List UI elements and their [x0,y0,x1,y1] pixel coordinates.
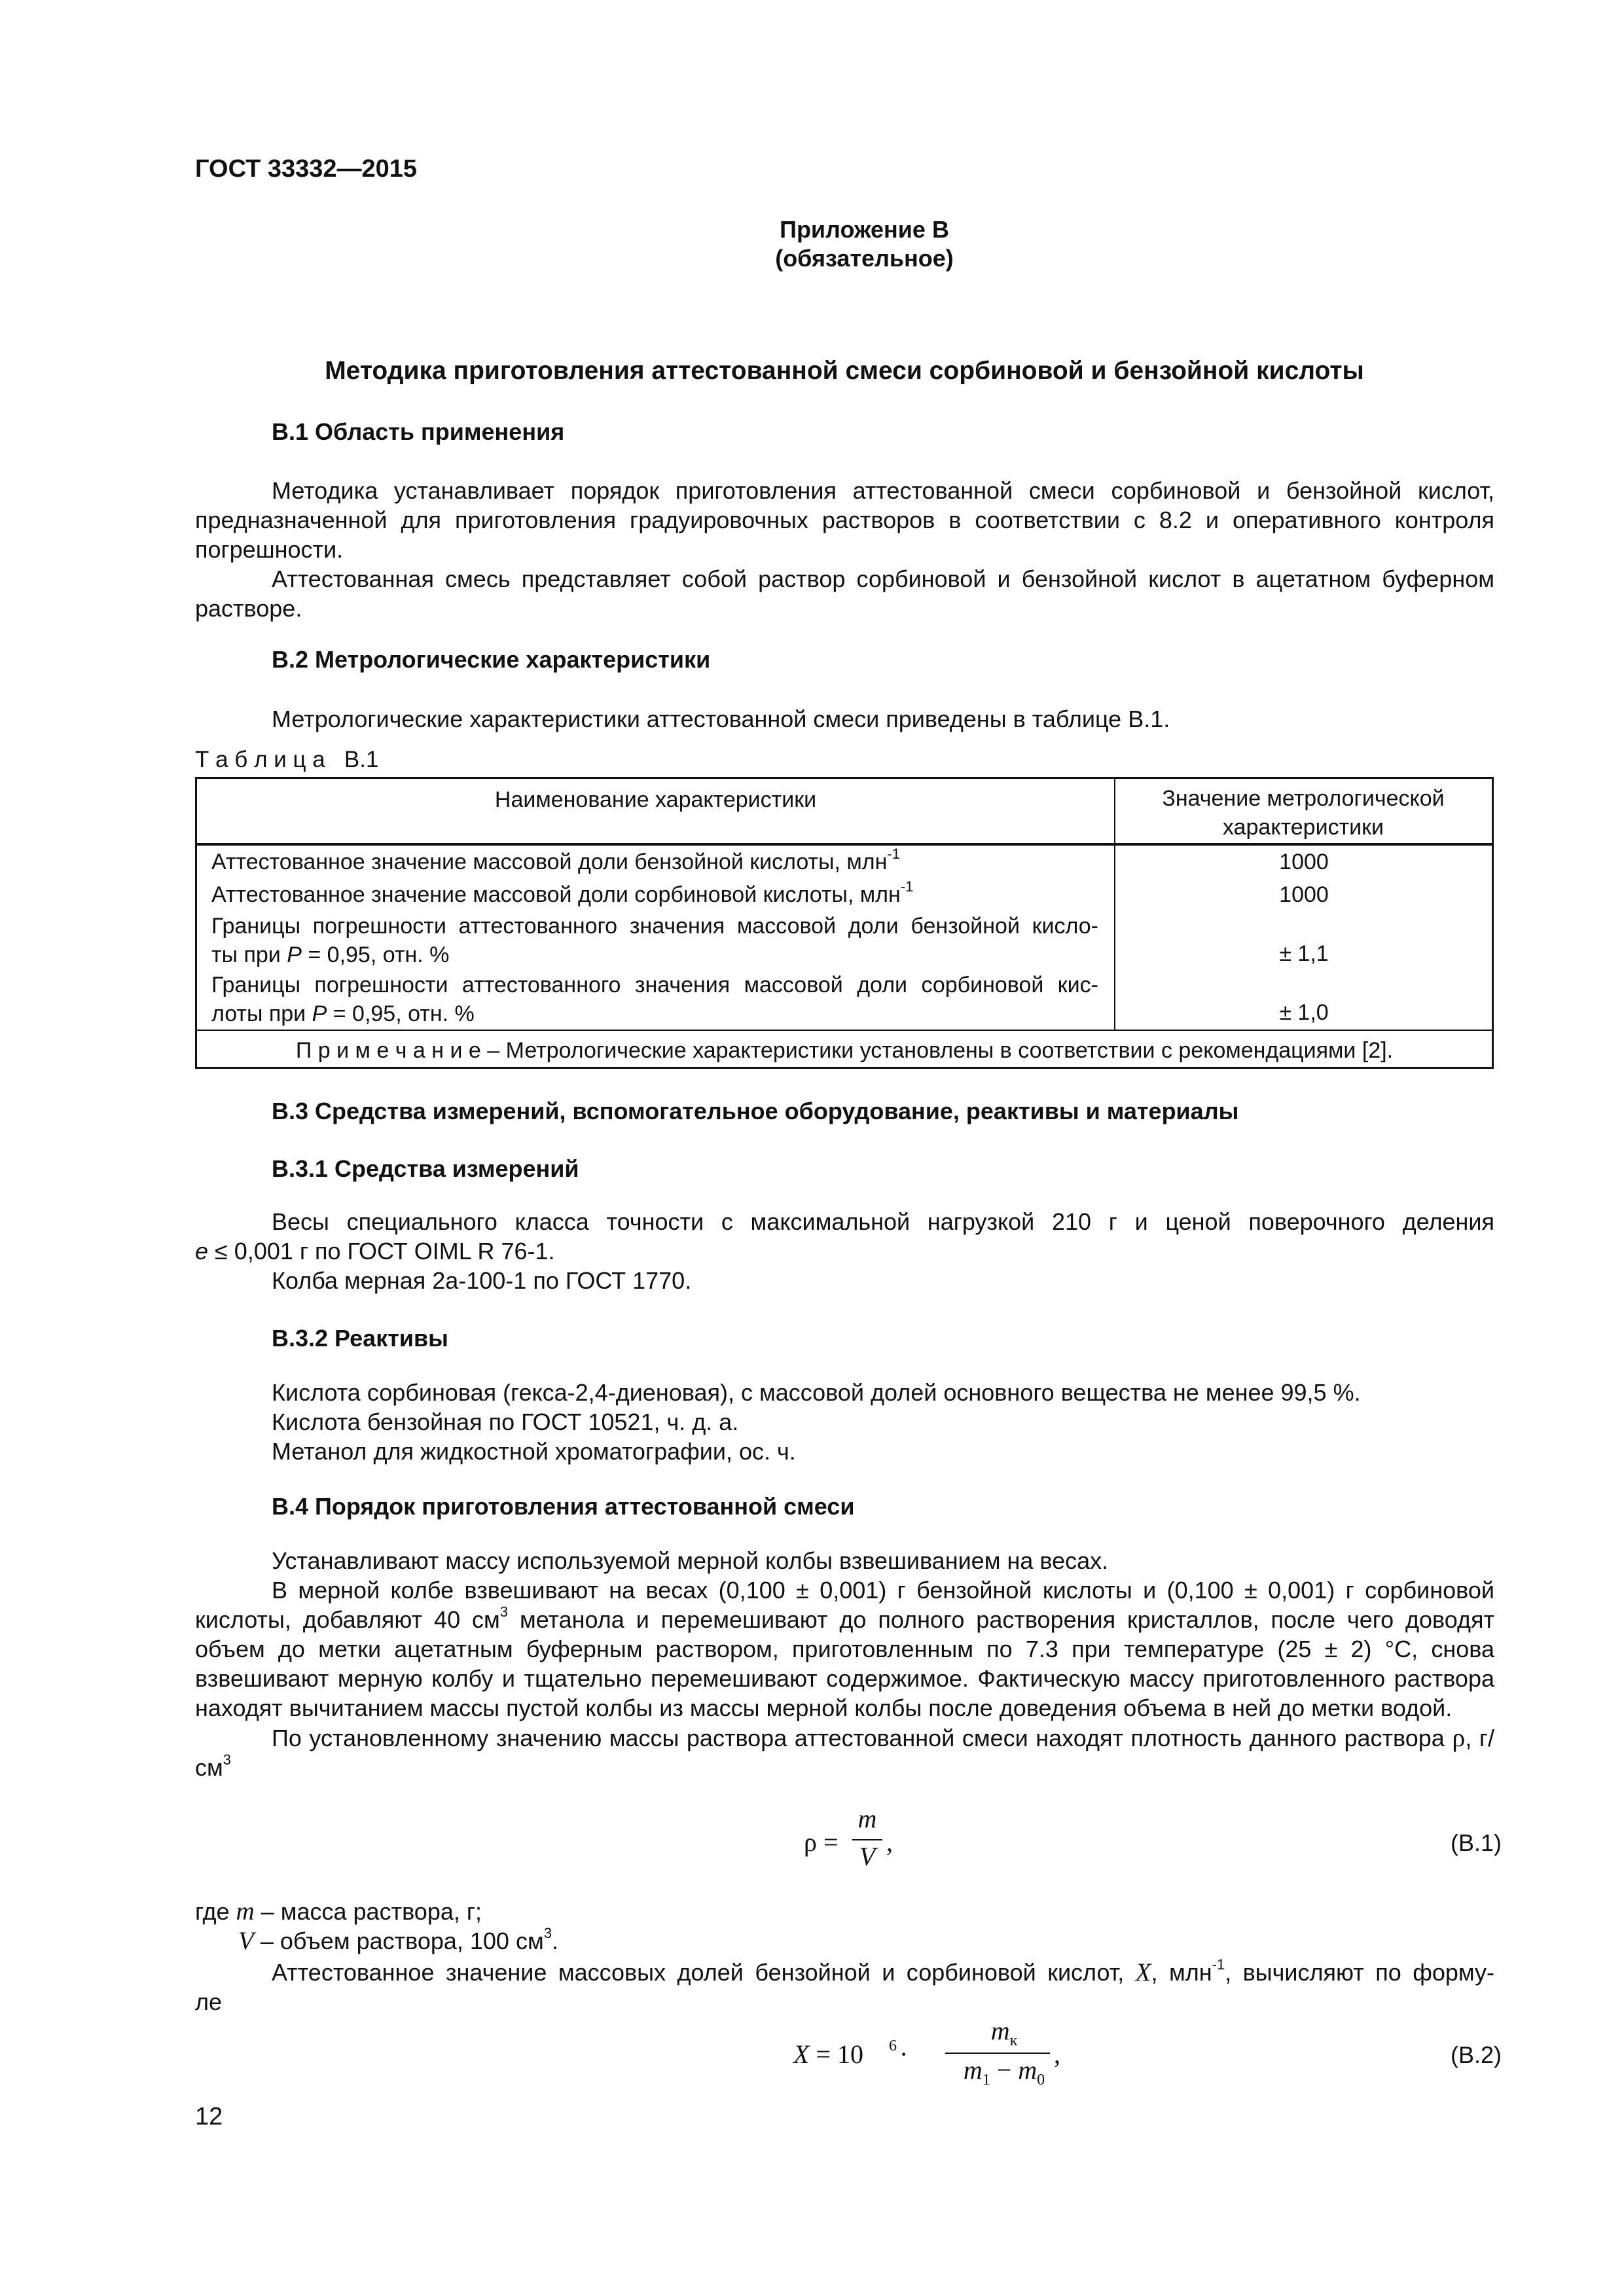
page-number: 12 [195,2103,223,2130]
table-row-name: Аттестованное значение массовой доли сорбиновой кислоты, млн$^{-1}$ [211,878,914,907]
formula-b2-fraction-bar [945,2053,1050,2054]
formula-b1-fraction-bar [852,1839,882,1840]
table-row-value: ± 1,1 [1279,941,1329,966]
metrology-table [195,777,1494,1069]
section-b1-paragraph-1: Методика устанавливает порядок приготовления аттестованной смеси сорбиновой и бензойной кислот, предназначенной для приготовления градуировочных растворов в соответствии с 8.2 и оперативного контроля погрешности. [195,477,1494,563]
section-b31-paragraph-1-cont: e ≤ 0,001 г по ГОСТ OIML R 76-1. [195,1238,555,1265]
section-b1-heading: В.1 Область применения [272,418,565,445]
table-row-value: ± 1,0 [1279,1000,1329,1025]
formula-b2-exponent: 6 [889,2037,897,2054]
section-b4-paragraph-2: В мерной колбе взвешивают на весах (0,100 ± 0,001) г бензойной кислоты и (0,100 ± 0,001) г сорбиновой кислоты, добавляют 40 $см^3$ метанола и перемешивают до полного растворения кристаллов, после чего доводят объем до метки ацетатным буферным раствором, приготовленным по 7.3 при температуре (25 ± 2) °С, снова взвешивают мерную колбу и тщательно перемешивают содержимое. Фактическую массу приготовленного раствора находят вычитанием массы пустой колбы из массы мерной колбы после доведения объема в ней до метки водой. [195,1577,1494,1721]
formula-b2 [793,2016,1060,2105]
formula-b2-numerator: $m_к$ [990,2016,1018,2049]
formula-b1-comma: , [886,1827,893,1857]
formula-b2-label: (В.2) [1451,2041,1502,2068]
section-b1-body [195,476,1494,623]
appendix-title: Приложение В [780,216,949,243]
formula-b2-denominator: $m_1 - m_0$ [963,2055,1045,2089]
main-title: Методика приготовления аттестованной смеси сорбиновой и бензойной кислоты [325,357,1364,385]
table-row-name: Границы погрешности аттестованного значения массовой доли бензойной кисло- ты при P = 0,95, отн. % [211,914,1098,967]
section-b2-paragraph: Метрологические характеристики аттестованной смеси приведены в таблице В.1. [272,706,1170,732]
table-row-value: 1000 [1279,882,1329,907]
table-row-value: 1000 [1279,850,1329,874]
section-b31-heading: В.3.1 Средства измерений [272,1155,579,1182]
section-b4-paragraph-4: Аттестованное значение массовых долей бензойной и сорбиновой кислот, X, млн$^{-1}$, вычисляют по форму- ле [195,1956,1495,2015]
formula-b2-comma: , [1054,2039,1060,2069]
table-header-value: Значение метрологической характеристики [1162,786,1445,840]
table-note: П р и м е ч а н и е – Метрологические характеристики установлены в соответствии с рекомендациями [2]. [295,1038,1394,1063]
appendix-status: (обязательное) [775,245,954,272]
formula-b1-denominator: V [859,1842,876,1871]
section-b31-paragraph-2: Колба мерная 2а-100-1 по ГОСТ 1770. [272,1267,692,1294]
table-note-divider [197,1030,1492,1031]
section-b4-paragraph-1: Устанавливают массу используемой мерной колбы взвешиванием на весах. [272,1547,1109,1574]
section-b4-paragraph-3: По установленному значению массы раствора аттестованной смеси находят плотность данного раствора ρ, $г/см^3$ [195,1723,1494,1781]
table-header-name: Наименование характеристики [494,787,817,812]
formula-b1-lhs: ρ = [804,1827,839,1857]
document-id: ГОСТ 33332—2015 [195,155,418,183]
section-b2-heading: В.2 Метрологические характеристики [272,646,711,673]
reagent-item: Метанол для жидкостной хроматографии, ос. ч. [272,1438,796,1465]
section-b32-heading: В.3.2 Реактивы [272,1325,448,1352]
section-b4-heading: В.4 Порядок приготовления аттестованной смеси [272,1493,855,1520]
formula-b1-numerator: m [857,1804,877,1833]
section-b3-heading: В.3 Средства измерений, вспомогательное оборудование, реактивы и материалы [272,1098,1239,1124]
reagent-item: Кислота сорбиновая (гекса-2,4-диеновая), с массовой долей основного вещества не менее 99,5 %. [272,1379,1361,1406]
table-caption: Т а б л и ц а В.1 [195,747,379,772]
table-header-divider [197,843,1492,846]
table-row-name: Аттестованное значение массовой доли бензойной кислоты, млн$^{-1}$ [211,845,900,874]
table-row-name: Границы погрешности аттестованного значения массовой доли сорбиновой кис- лоты при P = 0,95, отн. % [211,973,1098,1026]
reagent-item: Кислота бензойная по ГОСТ 10521, ч. д. а. [272,1408,739,1435]
where-line-1: где m – масса раствора, г; [195,1897,482,1926]
section-b4-body [195,1546,1494,1782]
section-b31-paragraph-1: Весы специального класса точности с максимальной нагрузкой 210 г и ценой поверочного деления [272,1208,1494,1235]
formula-b1 [804,1804,935,1880]
formula-b2-lhs: X = 10 [793,2039,863,2069]
section-b31-body [195,1207,1494,1295]
section-b1-paragraph-2: Аттестованная смесь представляет собой раствор сорбиновой и бензойной кислот в ацетатном буферном растворе. [195,565,1494,622]
formula-b2-dot: · [899,2039,909,2069]
formula-b1-label: (В.1) [1451,1829,1502,1856]
where-line-2: V – объем раствора, 100 $см^3$. [238,1925,558,1955]
section-b32-body [195,1378,1494,1466]
